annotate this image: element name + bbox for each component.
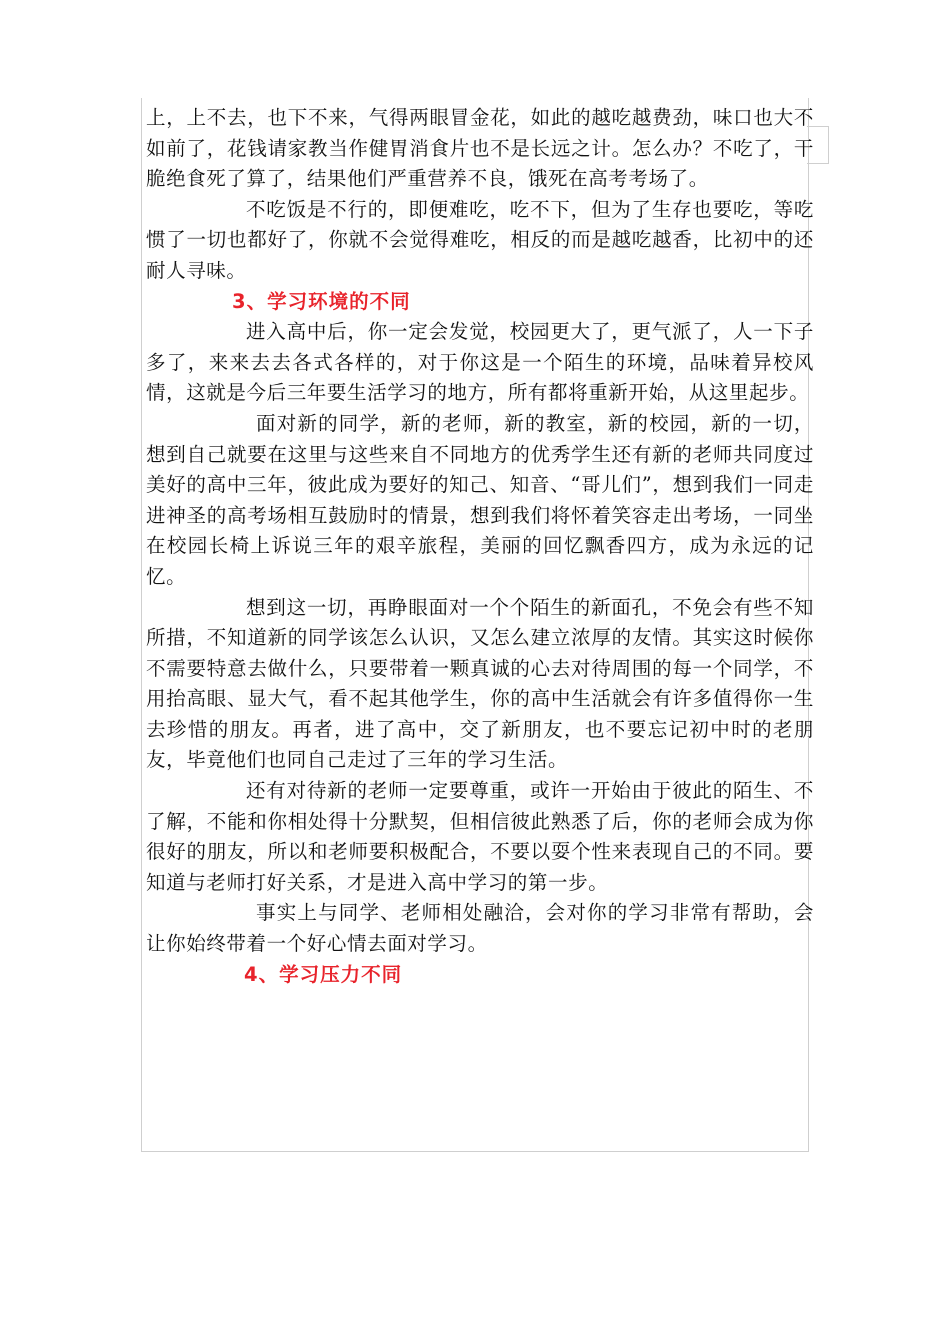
section-heading-3: 3、学习环境的不同 xyxy=(232,289,411,313)
paragraph-6: 还有对待新的老师一定要尊重，或许一开始由于彼此的陌生、不了解，不能和你相处得十分默契，但相信彼此熟悉了后，你的老师会成为你很好的朋友，所以和老师要积极配合，不要以耍个性来表现自己的不同。要知道与老师打好关系，才是进入高中学习的第一步。 xyxy=(146,779,814,894)
document-body xyxy=(146,103,814,990)
paragraph-3: 进入高中后，你一定会发觉，校园更大了，更气派了，人一下子多了，来来去去各式各样的，对于你这是一个陌生的环境，品味着异校风情，这就是今后三年要生活学习的地方，所有都将重新开始，从这里起步。 xyxy=(146,320,814,405)
paragraph-2: 不吃饭是不行的，即便难吃，吃不下，但为了生存也要吃，等吃惯了一切也都好了，你就不会觉得难吃，相反的而是越吃越香，比初中的还耐人寻味。 xyxy=(146,197,814,282)
paragraph-7: 事实上与同学、老师相处融洽，会对你的学习非常有帮助，会让你始终带着一个好心情去面对学习。 xyxy=(146,901,814,956)
paragraph-5: 想到这一切，再睁眼面对一个个陌生的新面孔，不免会有些不知所措，不知道新的同学该怎么认识，又怎么建立浓厚的友情。其实这时候你不需要特意去做什么，只要带着一颗真诚的心去对待周围的每一个同学，不用抬高眼、显大气，看不起其他学生，你的高中生活就会有许多值得你一生去珍惜的朋友。再者，进了高中，交了新朋友，也不要忘记初中时的老朋友，毕竟他们也同自己走过了三年的学习生活。 xyxy=(146,595,814,772)
paragraph-1: 上，上不去，也下不来，气得两眼冒金花，如此的越吃越费劲，味口也大不如前了，花钱请家教当作健胃消食片也不是长远之计。怎么办？不吃了，干脆绝食死了算了，结果他们严重营养不良，饿死在高考考场了。 xyxy=(146,106,814,191)
section-heading-4: 4、学习压力不同 xyxy=(244,962,403,986)
paragraph-4: 面对新的同学，新的老师，新的教室，新的校园，新的一切，想到自己就要在这里与这些来自不同地方的优秀学生还有新的老师共同度过美好的高中三年，彼此成为要好的知己、知音、“哥儿们”，想到我们一同走进神圣的高考场相互鼓励时的情景，想到我们将怀着笑容走出考场，一同坐在校园长椅上诉说三年的艰辛旅程，美丽的回忆飘香四方，成为永远的记忆。 xyxy=(146,411,814,588)
